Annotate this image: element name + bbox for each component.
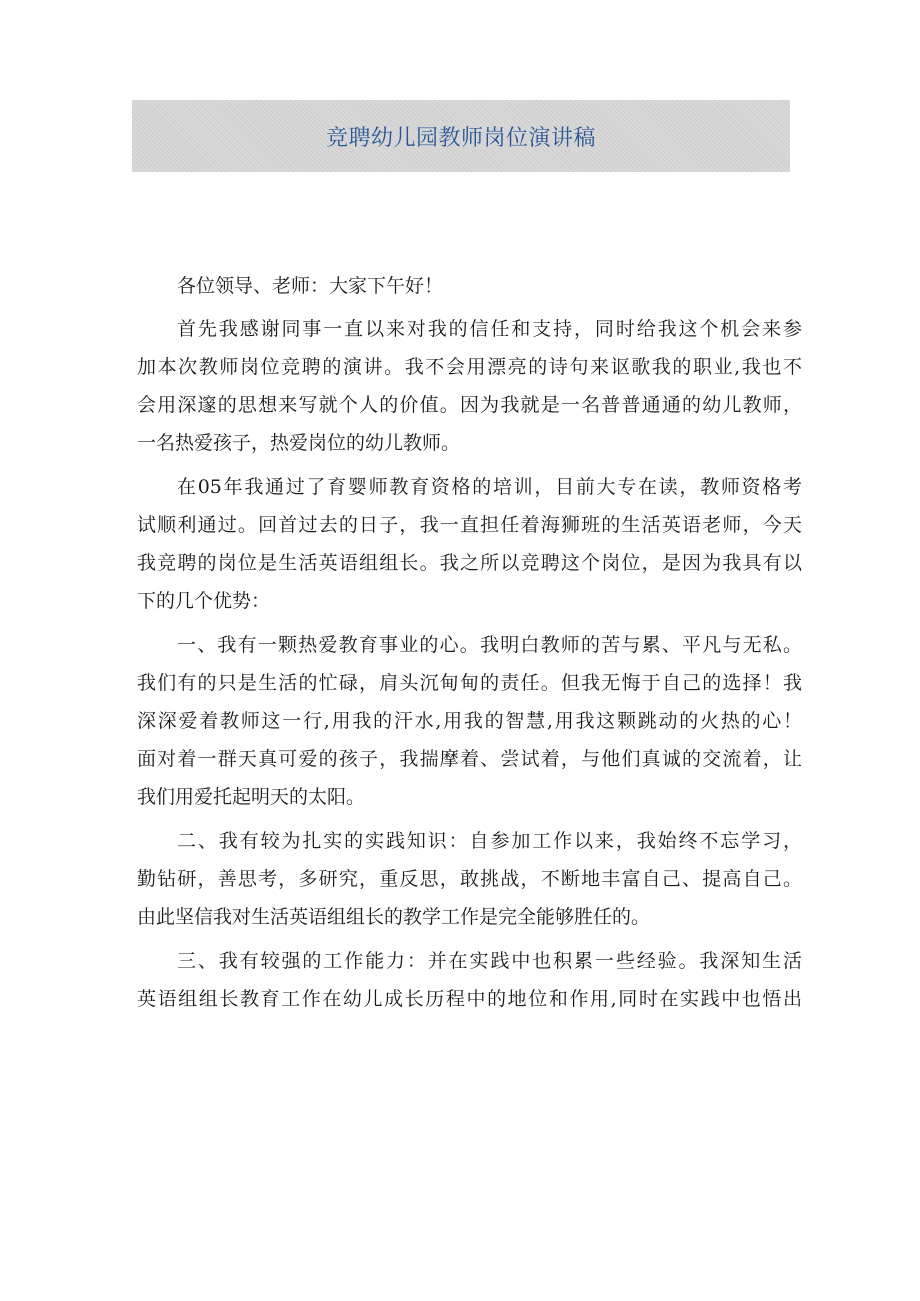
paragraph-5: [137, 942, 802, 1018]
paragraph-line: 会用深邃的思想来写就个人的价值。因为我就是一名普普通通的幼儿教师，: [137, 394, 802, 416]
paragraph-line: 三、我有较强的工作能力：并在实践中也积累一些经验。我深知生活: [177, 950, 802, 972]
title-banner: [132, 100, 790, 172]
greeting: 各位领导、老师：大家下午好！: [177, 275, 444, 297]
paragraph-line: 勤钻研，善思考，多研究，重反思，敢挑战，不断地丰富自己、提高自己。: [137, 868, 802, 890]
paragraph-line: 首先我感谢同事一直以来对我的信任和支持，同时给我这个机会来参: [177, 318, 802, 340]
paragraph-1: [137, 310, 802, 462]
paragraph-line: 二、我有较为扎实的实践知识：自参加工作以来，我始终不忘学习，: [177, 830, 802, 852]
paragraph-line: 我们有的只是生活的忙碌，肩头沉甸甸的责任。但我无悔于自己的选择！我: [137, 672, 802, 694]
paragraph-line: 由此坚信我对生活英语组组长的教学工作是完全能够胜任的。: [137, 906, 651, 928]
paragraph-line: 在05年我通过了育婴师教育资格的培训，目前大专在读，教师资格考: [177, 476, 802, 498]
paragraph-line: 英语组组长教育工作在幼儿成长历程中的地位和作用,同时在实践中也悟出: [137, 988, 802, 1010]
paragraph-line: 我们用爱托起明天的太阳。: [137, 786, 366, 808]
paragraph-line: 试顺利通过。回首过去的日子，我一直担任着海狮班的生活英语老师，今天: [137, 514, 802, 536]
paragraph-line: 一、我有一颗热爱教育事业的心。我明白教师的苦与累、平凡与无私。: [177, 634, 802, 656]
paragraph-3: [137, 626, 802, 816]
paragraph-line: 下的几个优势：: [137, 590, 271, 612]
paragraph-line: 我竞聘的岗位是生活英语组组长。我之所以竞聘这个岗位，是因为我具有以: [137, 552, 802, 574]
paragraph-4: [137, 822, 802, 936]
document-body: [137, 267, 802, 1024]
paragraph-line: 一名热爱孩子，热爱岗位的幼儿教师。: [137, 432, 461, 454]
paragraph-line: 面对着一群天真可爱的孩子，我揣摩着、尝试着，与他们真诚的交流着，让: [137, 748, 802, 770]
page-title: 竞聘幼儿园教师岗位演讲稿: [325, 125, 596, 151]
paragraph-line: 深深爱着教师这一行,用我的汗水,用我的智慧,用我这颗跳动的火热的心！: [137, 710, 802, 732]
paragraph-line: 加本次教师岗位竞聘的演讲。我不会用漂亮的诗句来讴歌我的职业,我也不: [137, 356, 802, 378]
paragraph-2: [137, 468, 802, 620]
